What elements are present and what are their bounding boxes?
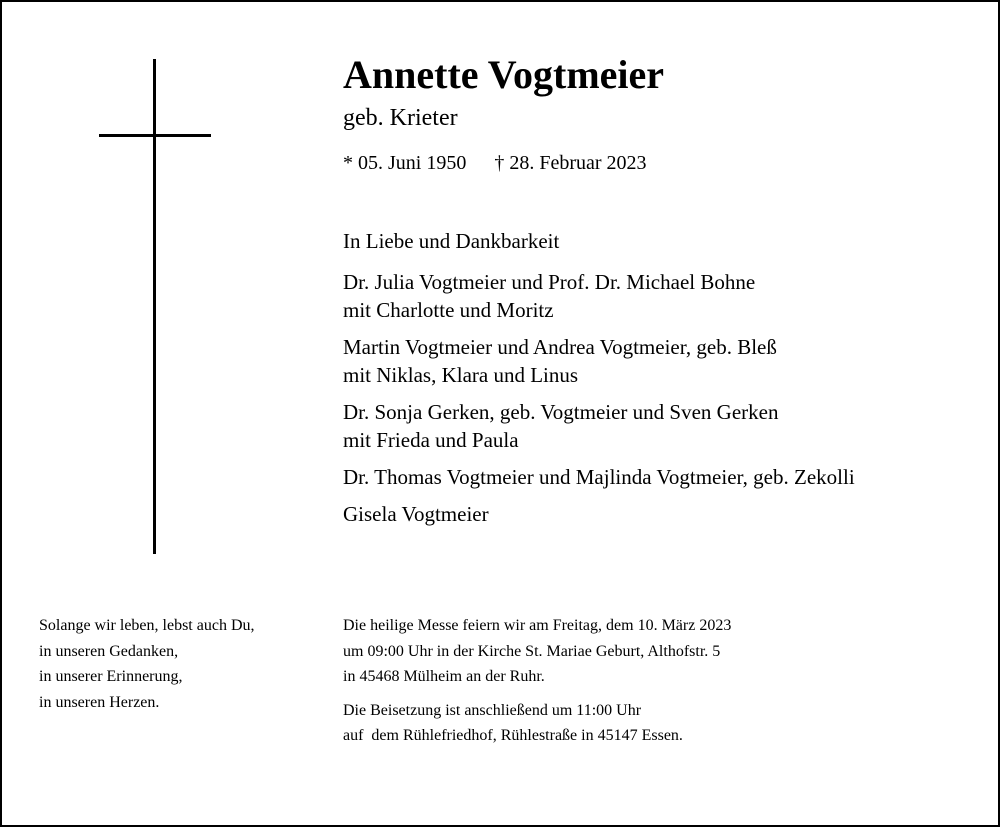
mourner-line: mit Frieda und Paula: [343, 428, 519, 452]
verse-line: Solange wir leben, lebst auch Du,: [39, 617, 255, 634]
mourners-list: [343, 268, 855, 537]
death-date: † 28. Februar 2023: [494, 152, 647, 174]
verse-line: in unserer Erinnerung,: [39, 668, 183, 685]
mourner-line: mit Niklas, Klara und Linus: [343, 363, 579, 387]
mass-line: Die heilige Messe feiern wir am Freitag, dem 10. März 2023: [343, 617, 732, 634]
mourner-line: Gisela Vogtmeier: [343, 502, 489, 526]
mourner-line: Dr. Julia Vogtmeier und Prof. Dr. Michael Bohne: [343, 270, 756, 294]
mourner-entry: [343, 398, 855, 454]
service-info: [343, 613, 731, 757]
mourner-entry: [343, 463, 855, 491]
verse-line: in unseren Gedanken,: [39, 642, 179, 660]
burial-info: [343, 698, 731, 749]
burial-line: Die Beisetzung ist anschließend um 11:00 Uhr: [343, 701, 642, 719]
mourner-entry: [343, 333, 855, 389]
burial-line: auf dem Rühlefriedhof, Rühlestraße in 45147 Essen.: [343, 727, 683, 744]
mourner-line: mit Charlotte und Moritz: [343, 298, 554, 322]
deceased-name: Annette Vogtmeier: [343, 52, 665, 97]
mass-line: in 45468 Mülheim an der Ruhr.: [343, 668, 545, 685]
birth-date: * 05. Juni 1950: [343, 152, 467, 174]
birth-name: geb. Krieter: [343, 105, 458, 131]
verse-line: in unseren Herzen.: [39, 693, 160, 711]
mourner-line: Dr. Sonja Gerken, geb. Vogtmeier und Sven Gerken: [343, 400, 779, 424]
greeting: In Liebe und Dankbarkeit: [343, 229, 560, 253]
mass-line: um 09:00 Uhr in der Kirche St. Mariae Geburt, Althofstr. 5: [343, 642, 721, 660]
mourner-entry: [343, 268, 855, 324]
mourner-line: Martin Vogtmeier und Andrea Vogtmeier, geb. Bleß: [343, 335, 777, 359]
cross-horizontal-bar: [99, 134, 211, 137]
life-dates: [343, 150, 647, 176]
mourner-entry: [343, 500, 855, 528]
mass-info: [343, 613, 731, 690]
memorial-verse: [39, 613, 255, 715]
mourner-line: Dr. Thomas Vogtmeier und Majlinda Vogtmeier, geb. Zekolli: [343, 465, 855, 489]
